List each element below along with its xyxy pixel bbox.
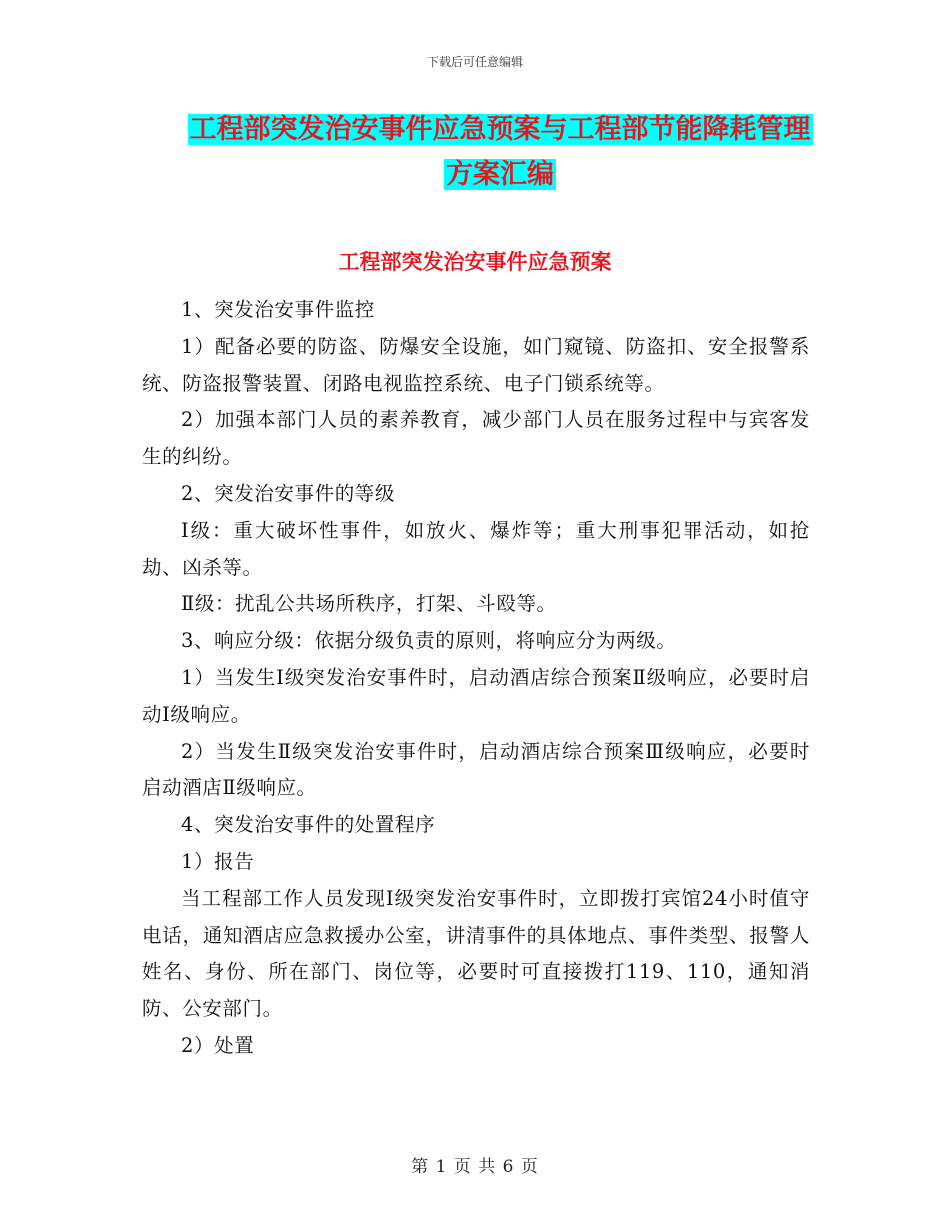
paragraph: 2）当发生Ⅱ级突发治安事件时，启动酒店综合预案Ⅲ级响应，必要时启动酒店Ⅱ级响应。 xyxy=(142,739,810,800)
document-title-line-2 xyxy=(120,155,880,195)
paragraph: 2）加强本部门人员的素养教育，减少部门人员在服务过程中与宾客发生的纠纷。 xyxy=(142,408,810,469)
paragraph: 2）处置 xyxy=(181,1033,255,1057)
paragraph: 1、突发治安事件监控 xyxy=(181,298,375,321)
paragraph: Ⅰ级：重大破坏性事件，如放火、爆炸等；重大刑事犯罪活动，如抢劫、凶杀等。 xyxy=(142,518,810,579)
paragraph: 1）配备必要的防盗、防爆安全设施，如门窥镜、防盗扣、安全报警系统、防盗报警装置、闭路电视监控系统、电子门锁系统等。 xyxy=(142,334,810,395)
header-note: 下载后可任意编辑 xyxy=(426,55,523,69)
paragraph: 1）报告 xyxy=(181,849,255,873)
paragraph: 当工程部工作人员发现Ⅰ级突发治安事件时，立即拨打宾馆24小时值守电话，通知酒店应急救援办公室，讲清事件的具体地点、事件类型、报警人姓名、身份、所在部门、岗位等，必要时可直接拨打119、110，通知消防、公安部门。 xyxy=(142,886,810,1021)
paragraph: 2、突发治安事件的等级 xyxy=(181,481,396,505)
paragraph: 3、响应分级：依据分级负责的原则，将响应分为两级。 xyxy=(181,629,677,653)
document-title-text-1: 工程部突发治安事件应急预案与工程部节能降耗管理 xyxy=(189,114,811,145)
paragraph: 4、突发治安事件的处置程序 xyxy=(181,813,436,837)
section-title: 工程部突发治安事件应急预案 xyxy=(338,250,612,274)
document-title-line-1 xyxy=(120,110,880,150)
paragraph: Ⅱ级：扰乱公共场所秩序，打架、斗殴等。 xyxy=(181,592,557,616)
document-body xyxy=(142,292,810,1065)
document-title-text-2: 方案汇编 xyxy=(446,159,554,190)
page-footer: 第 1 页 共 6 页 xyxy=(411,1157,539,1177)
paragraph: 1）当发生Ⅰ级突发治安事件时，启动酒店综合预案Ⅱ级响应，必要时启动Ⅰ级响应。 xyxy=(142,665,810,726)
